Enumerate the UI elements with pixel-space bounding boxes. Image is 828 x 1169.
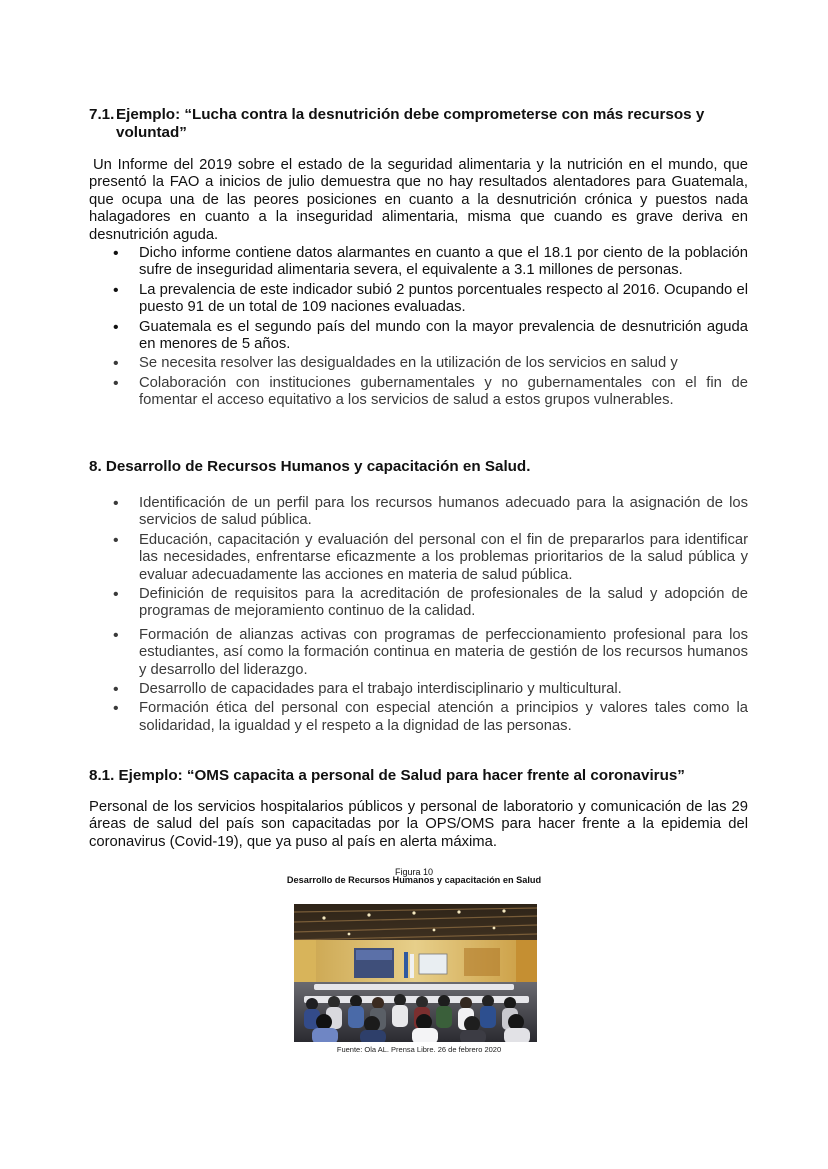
figure-source: Fuente: Ola AL. Prensa Libre. 26 de febrero 2020: [336, 1045, 502, 1054]
list-item: • Formación de alianzas activas con programas de perfeccionamiento profesional para los estudiantes, así como la formación continua en materia de gestión de los recursos humanos y desarrollo del liderazgo.: [89, 627, 748, 679]
list-item: • Educación, capacitación y evaluación del personal con el fin de prepararlos para identificar las necesidades, enfrentarse eficazmente a los problemas prioritarios de la salud pública y evaluar adecuadamente las acciones en materia de salud pública.: [89, 532, 748, 584]
list-item: • Se necesita resolver las desigualdades en la utilización de los servicios en salud y: [89, 355, 748, 372]
training-session-photo: [294, 904, 537, 1042]
list-item: • Colaboración con instituciones gubernamentales y no gubernamentales con el fin de fomentar el acceso equitativo a los servicios de salud a estos grupos vulnerables.: [89, 375, 748, 410]
section-8-bullet-list: [89, 495, 748, 735]
list-item: • Identificación de un perfil para los recursos humanos adecuado para la asignación de los servicios de salud pública.: [89, 495, 748, 530]
figure-title: Desarrollo de Recursos Humanos y capacitación en Salud: [286, 875, 542, 885]
section-8-1-paragraph: Personal de los servicios hospitalarios públicos y personal de laboratorio y comunicación de las 29 áreas de salud del país son capacitadas por la OPS/OMS para hacer frente a la epidemia del coronavirus (Covid-19), que ya puso al país en alerta máxima.: [89, 799, 748, 850]
list-item: • Desarrollo de capacidades para el trabajo interdisciplinario y multicultural.: [89, 681, 748, 698]
section-8-1-heading: 8.1. Ejemplo: “OMS capacita a personal de Salud para hacer frente al coronavirus”: [89, 767, 685, 784]
list-item: • Dicho informe contiene datos alarmantes en cuanto a que el 18.1 por ciento de la población sufre de inseguridad alimentaria severa, el equivalente a 3.1 millones de personas.: [89, 245, 748, 280]
list-item: • Guatemala es el segundo país del mundo con la mayor prevalencia de desnutrición aguda en menores de 5 años.: [89, 319, 748, 354]
section-7-1-title-line1: Ejemplo: “Lucha contra la desnutrición debe comprometerse con más recursos y: [116, 106, 705, 123]
list-item: • Formación ética del personal con especial atención a principios y valores tales como la solidaridad, la igualdad y el respeto a la dignidad de las personas.: [89, 700, 748, 735]
section-7-1-heading: [89, 106, 739, 142]
section-7-1-title-line2: voluntad”: [116, 124, 187, 141]
list-item: • Definición de requisitos para la acreditación de profesionales de la salud y adopción de programas de mejoramiento continuo de la calidad.: [89, 586, 748, 621]
list-item: • La prevalencia de este indicador subió 2 puntos porcentuales respecto al 2016. Ocupando el puesto 91 de un total de 109 naciones evaluadas.: [89, 282, 748, 317]
section-7-1-paragraph: Un Informe del 2019 sobre el estado de la seguridad alimentaria y la nutrición en el mundo, que presentó la FAO a inicios de julio demuestra que no hay resultados alentadores para Guatemala, que ocupa una de las peores posiciones en cuanto a la desnutrición crónica y puestos nada halagadores en cuanto a la inseguridad alimentaria, misma que cuando es grave deriva en desnutrición aguda.: [89, 157, 748, 243]
section-7-1-number: 7.1.: [89, 106, 115, 123]
section-7-1-bullet-list: [89, 245, 748, 410]
figure-number: Figura 10: [394, 867, 434, 877]
section-8-heading: 8. Desarrollo de Recursos Humanos y capacitación en Salud.: [89, 458, 531, 475]
